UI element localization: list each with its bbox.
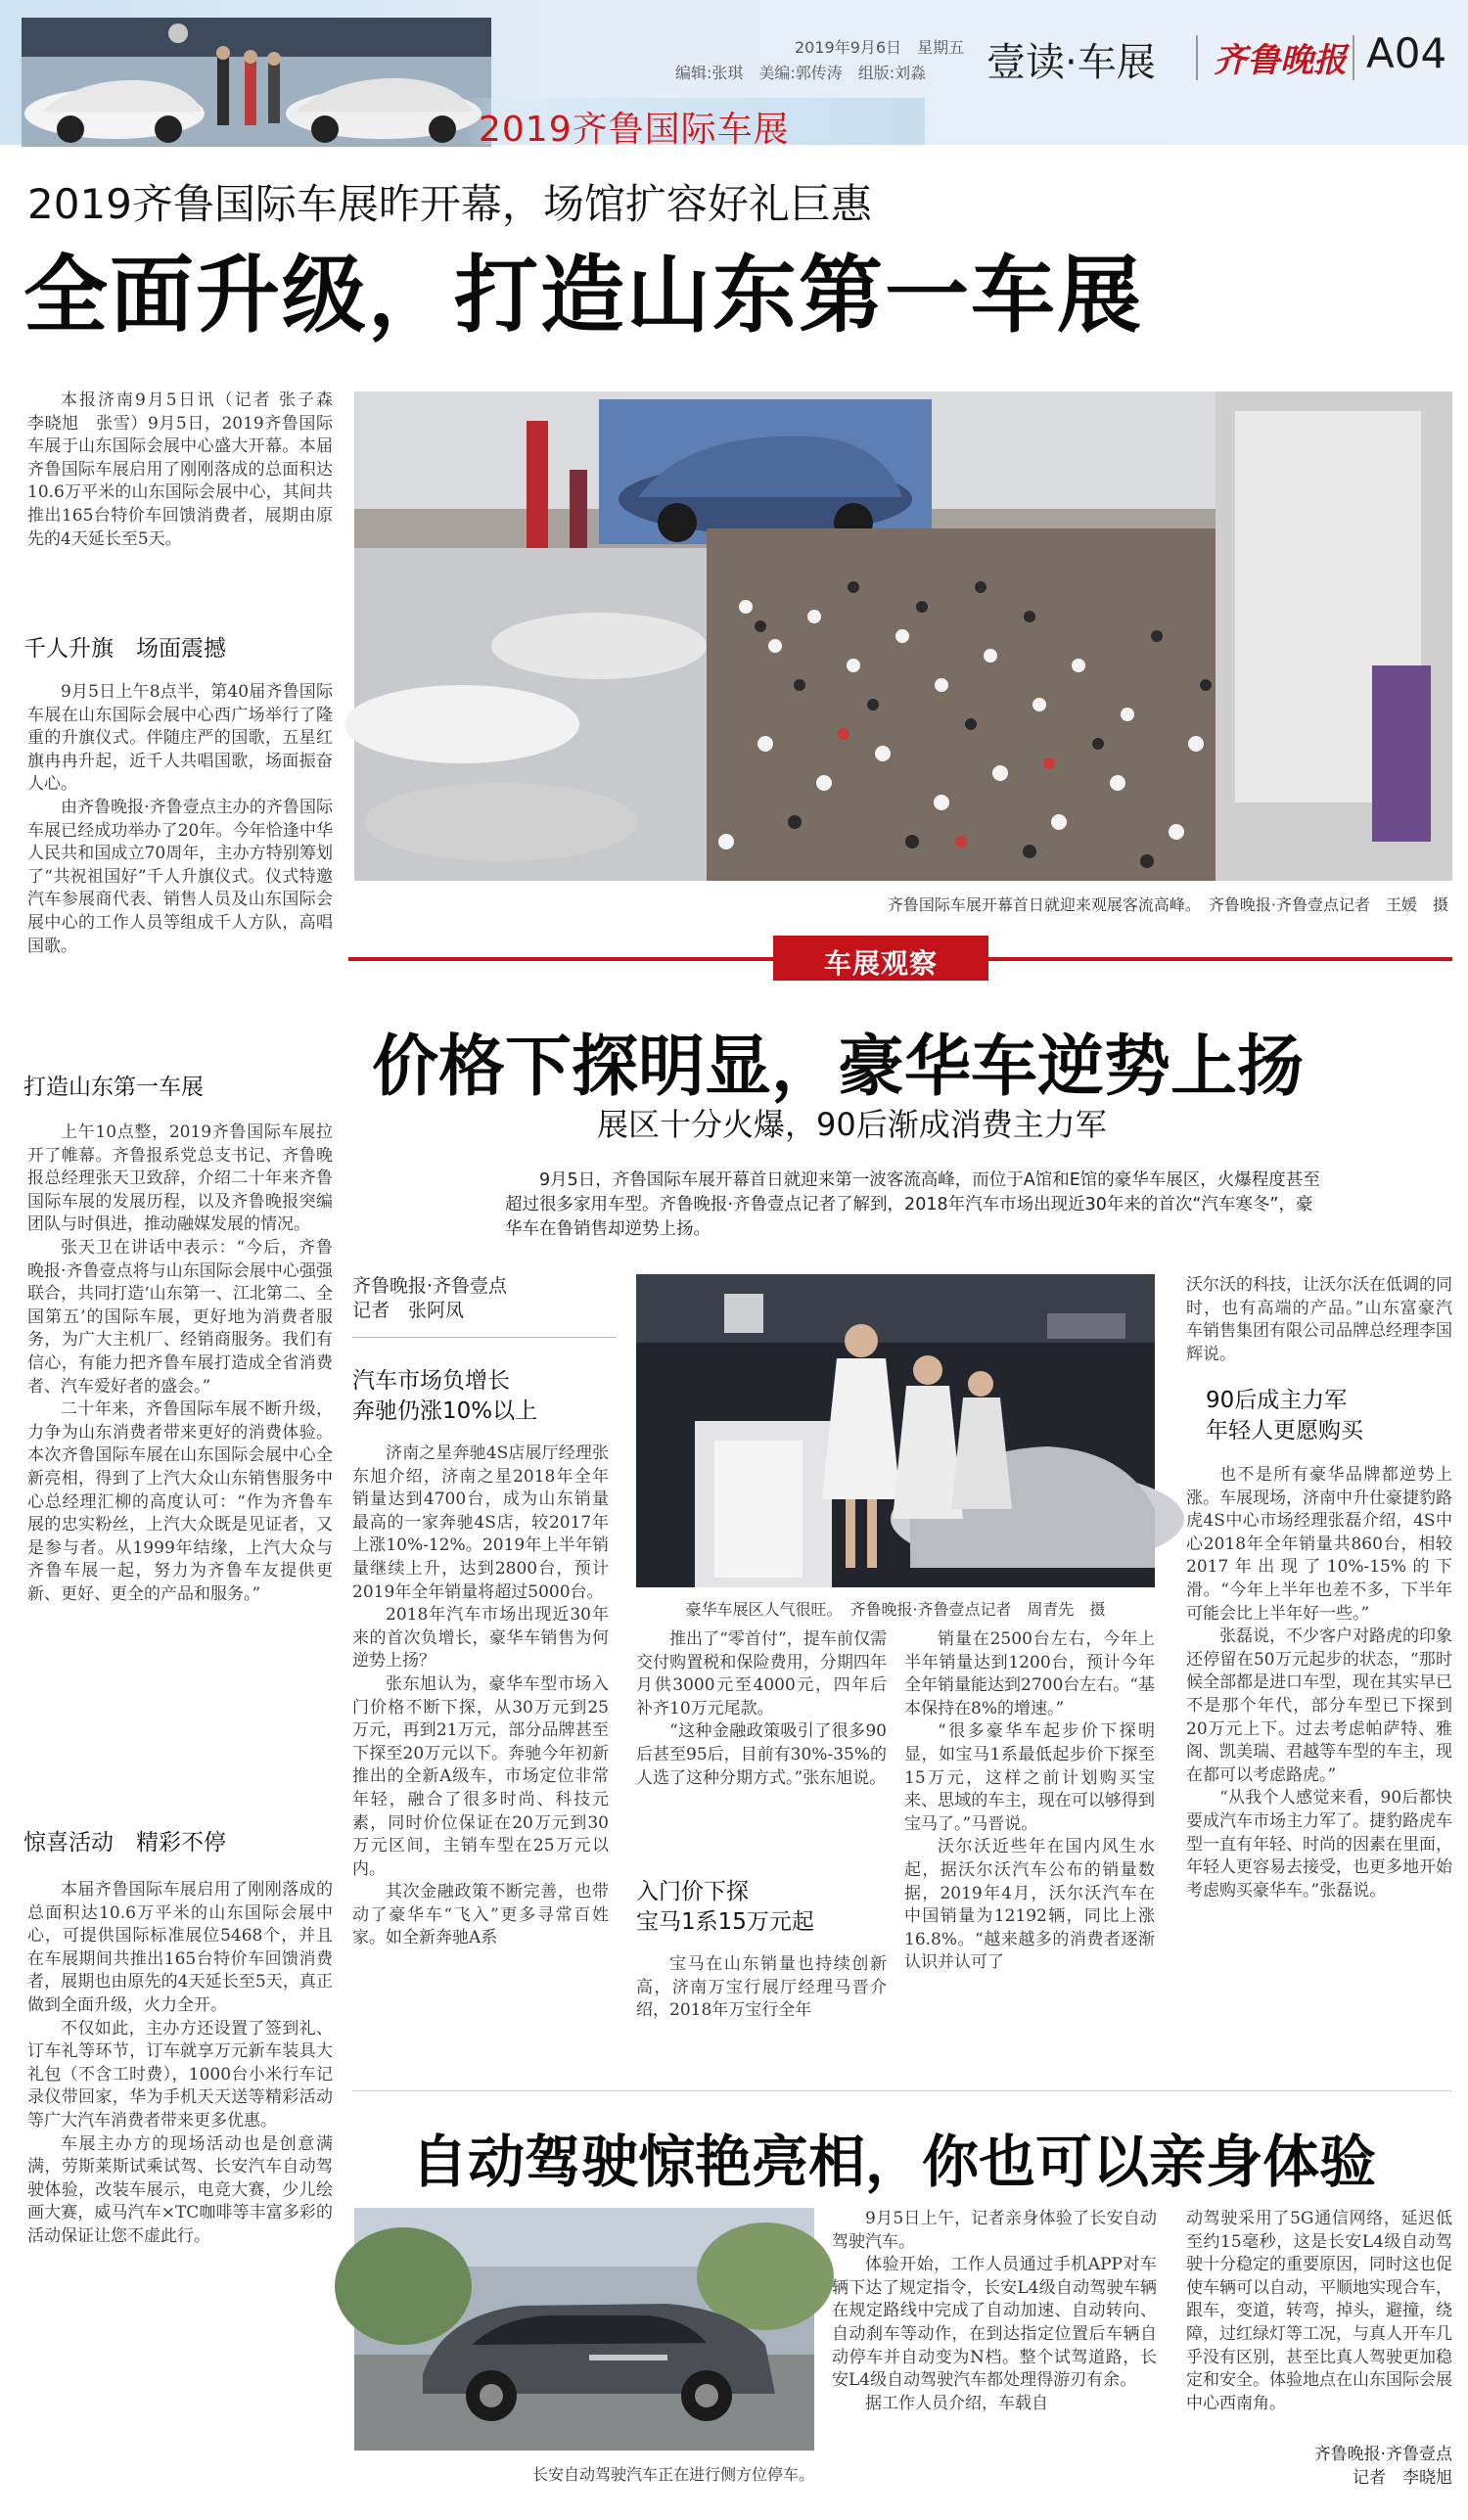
lead-subhead-show: 打造山东第一车展 bbox=[23, 1075, 204, 1100]
observation-intro: 9月5日，齐鲁国际车展开幕首日就迎来第一波客流高峰，而位于A馆和E馆的豪华车展区，火爆程度甚至超过很多家用车型。齐鲁晚报·齐鲁壹点记者了解到，2018年汽车市场出现近30年来的首次“汽车寒冬”，豪华车在鲁销售却逆势上扬。 bbox=[505, 1170, 1320, 1239]
autodrive-byline: 齐鲁晚报·齐鲁壹点 记者 李晓旭 bbox=[1313, 2445, 1452, 2488]
header-photo bbox=[22, 18, 491, 147]
paragraph: 也不是所有豪华品牌都逆势上涨。车展现场，济南中升仕豪捷豹路虎4S中心市场经理张磊介绍，4S中心2018年全年销量共860台，相较2017年出现了10%-15%的下滑。“今年上半年也差不多，下半年可能会比上半年好一些。” bbox=[1186, 1465, 1452, 1624]
paragraph: 销量在2500台左右，今年上半年销量达到1200台，预计今年全年销量能达到2700台左右。“基本保持在8%的增速。” bbox=[904, 1629, 1155, 1718]
autodrive-column-1 bbox=[832, 2208, 1157, 2501]
paragraph: 9月5日上午，记者亲身体验了长安自动驾驶汽车。 bbox=[832, 2209, 1157, 2252]
section-banner-text: 2019齐鲁国际车展 bbox=[479, 110, 790, 150]
autodrive-column-2 bbox=[1186, 2208, 1452, 2425]
observation-subhead-bmw: 入门价下探 宝马1系15万元起 bbox=[636, 1879, 814, 1935]
observation-column-1 bbox=[352, 1443, 609, 2059]
paragraph: 动驾驶采用了5G通信网络，延迟低至约15毫秒，这是长安L4级自动驾驶十分稳定的重要原因，同时这也促使车辆可以自动，平顺地实现合车，跟车，变道，转弯，掉头，避撞，绕障，过红绿灯等工况，与真人开车几乎没有区别，甚至比真人驾驶更加稳定和安全。体验地点在山东国际会展中心西南角。 bbox=[1186, 2209, 1452, 2413]
lead-column-3 bbox=[27, 1879, 333, 2496]
paragraph: “从我个人感觉来看，90后都快要成汽车市场主力军了。捷豹路虎车型一直有年轻、时尚的因素在里面，年轻人更容易去接受，也更多地开始考虑购买豪华车。”张磊说。 bbox=[1186, 1788, 1452, 1901]
observation-column-3 bbox=[904, 1628, 1155, 2059]
paragraph: 不仅如此，主办方还设置了签到礼、订车礼等环节，订车就享万元新车装具大礼包（不含工时费），1000台小米行车记录仪带回家，华为手机天天送等精彩活动等广大汽车消费者带来更多优惠。 bbox=[27, 2018, 333, 2131]
paragraph: 上午10点整，2019齐鲁国际车展拉开了帷幕。齐鲁报系党总支书记、齐鲁晚报总经理张天卫致辞，介绍二十年来齐鲁国际车展的发展历程，以及齐鲁晚报突编团队与时俱进，推动融媒发展的情况。 bbox=[27, 1123, 333, 1235]
autodrive-suv-photo bbox=[354, 2208, 814, 2451]
page-number: A04 bbox=[1366, 29, 1447, 77]
observation-byline: 齐鲁晚报·齐鲁壹点 记者 张阿凤 bbox=[352, 1275, 508, 1321]
paragraph: 二十年来，齐鲁国际车展不断升级，力争为山东消费者带来更好的消费体验。本次齐鲁国际车展在山东国际会展中心全新亮相，得到了上汽大众山东销售服务中心总经理汇柳的高度认可：“作为齐鲁车展的忠实粉丝，上汽大众既是见证者，又是参与者。从1999年结缘，上汽大众与齐鲁车展一起，努力为齐鲁车友提供更新、更好、更全的产品和服务。” bbox=[27, 1399, 333, 1604]
paragraph: 济南之星奔驰4S店展厅经理张东旭介绍，济南之星2018年全年销量达到4700台，成为山东销量最高的一家奔驰4S店，较2017年上涨10%-12%。2019年上半年销量继续上升，达到2800台，预计2019年全年销量将超过5000台。 bbox=[352, 1443, 609, 1602]
paragraph: 2018年汽车市场出现近30年来的首次负增长，豪华车销售为何逆势上扬？ bbox=[352, 1605, 609, 1672]
paragraph: 本届齐鲁国际车展启用了刚刚落成的总面积达10.6万平米的山东国际会展中心，可提供国际标准展位5468个，并且在车展期间共推出165台特价车回馈消费者，展期也由原先的4天延长至5天，真正做到全面升级，火力全开。 bbox=[27, 1880, 333, 2015]
lead-subhead-flag: 千人升旗 场面震撼 bbox=[23, 636, 226, 662]
section-title: 壹读·车展 bbox=[986, 40, 1156, 85]
observation-column-2b bbox=[636, 1953, 887, 2061]
observation-tag-text: 车展观察 bbox=[823, 947, 938, 980]
paragraph: 由齐鲁晚报·齐鲁壹点主办的齐鲁国际车展已经成功举办了20年。今年恰逢中华人民共和国成立70周年，主办方特别筹划了“共祝祖国好”千人升旗仪式。仪式特邀汽车参展商代表、销售人员及山东国际会展中心的工作人员等组成千人方队，高唱国歌。 bbox=[27, 797, 333, 956]
observation-tag bbox=[773, 936, 988, 981]
observation-column-2 bbox=[636, 1628, 887, 1861]
paragraph: 车展主办方的现场活动也是创意满满，劳斯莱斯试乘试驾、长安汽车自动驾驶体验，改装车展示，电竞大赛，少儿绘画大赛，威马汽车×TC咖啡等丰富多彩的活动保证让您不虚此行。 bbox=[27, 2133, 333, 2246]
paragraph: 体验开始，工作人员通过手机APP对车辆下达了规定指令，长安L4级自动驾驶车辆在规定路线中完成了自动加速、自动转向、自动刹车等动作，在到达指定位置后车辆自动停车并自动变为N档。整个试驾道路，长安L4级自动驾驶汽车都处理得游刃有余。 bbox=[832, 2255, 1157, 2391]
expo-hall-photo bbox=[354, 391, 1452, 881]
lead-column-1 bbox=[27, 681, 333, 1053]
paragraph: 宝马在山东销量也持续创新高，济南万宝行展厅经理马晋介绍，2018年万宝行全年 bbox=[636, 1954, 887, 2021]
lead-subhead-events: 惊喜活动 精彩不停 bbox=[23, 1828, 333, 1859]
paragraph: “这种金融政策吸引了很多90后甚至95后，目前有30%-35%的人选了这种分期方式。”张东旭说。 bbox=[636, 1721, 887, 1788]
observation-subhead-post90s: 90后成主力军 年轻人更愿购买 bbox=[1206, 1388, 1363, 1443]
section-rule bbox=[352, 2090, 1452, 2091]
paragraph: 沃尔沃的科技，让沃尔沃在低调的同时，也有高端的产品。”山东富豪汽车销售集团有限公司品牌总经理李国辉说。 bbox=[1186, 1275, 1452, 1364]
lead-headline: 全面升级，打造山东第一车展 bbox=[23, 247, 1143, 344]
header-divider bbox=[1196, 35, 1198, 80]
expo-hall-caption: 齐鲁国际车展开幕首日就迎来观展客流高峰。 齐鲁晚报·齐鲁壹点记者 王媛 摄 bbox=[887, 895, 1448, 914]
byline-rule bbox=[352, 1337, 617, 1338]
header-divider bbox=[1353, 35, 1354, 80]
section-banner bbox=[465, 98, 925, 150]
observation-column-4 bbox=[1186, 1464, 1452, 2061]
lead-kicker: 2019齐鲁国际车展昨开幕，场馆扩容好礼巨惠 bbox=[27, 180, 872, 228]
autodrive-caption: 长安自动驾驶汽车正在进行侧方位停车。 bbox=[531, 2465, 814, 2484]
editors-credit: 编辑:张琪 美编:郭传涛 组版:刘淼 bbox=[675, 64, 927, 82]
paragraph: 张天卫在讲话中表示：“今后，齐鲁晚报·齐鲁壹点将与山东国际会展中心强强联合，共同打造‘山东第一、江北第二、全国第五’的国际车展，更好地为消费者服务，为广大主机厂、经销商服务。我们有信心，有能力把齐鲁车展打造成全省消费者、汽车爱好者的盛会。” bbox=[27, 1237, 333, 1397]
observation-subheadline: 展区十分火爆，90后渐成消费主力军 bbox=[597, 1106, 1107, 1143]
paragraph: 9月5日上午8点半，第40届齐鲁国际车展在山东国际会展中心西广场举行了隆重的升旗仪式。伴随庄严的国歌，五星红旗冉冉升起，近千人共唱国歌，场面振奋人心。 bbox=[27, 682, 333, 795]
observation-column-4a bbox=[1186, 1274, 1452, 1390]
luxury-zone-caption: 豪华车展区人气很旺。 齐鲁晚报·齐鲁壹点记者 周青先 摄 bbox=[685, 1600, 1106, 1619]
paragraph: “很多豪华车起步价下探明显，如宝马1系最低起步价下探至15万元，这样之前计划购买宝来、思域的车主，现在可以够得到宝马了。”马晋说。 bbox=[904, 1721, 1155, 1834]
paper-logo: 齐鲁晚报 bbox=[1214, 41, 1347, 80]
lead-byline-paragraph: 本报济南9月5日讯（记者 张子森 李晓旭 张雪）9月5日，2019齐鲁国际车展于山东国际会展中心盛大开幕。本届齐鲁国际车展启用了刚刚落成的总面积达10.6万平米的山东国际会展中心，其间共推出165台特价车回馈消费者，展期由原先的4天延长至5天。 bbox=[27, 390, 349, 549]
paragraph: 张东旭认为，豪华车型市场入门价格不断下探，从30万元到25万元，再到21万元，部分品牌甚至下探至20万元以下。奔驰今年初新推出的全新A级车，市场定位非常年轻，融合了很多时尚、科技元素，同时价位保证在20万元到30万元区间，主销车型在25万元以内。 bbox=[352, 1673, 609, 1879]
luxury-zone-photo bbox=[636, 1274, 1155, 1587]
observation-subhead-benz: 汽车市场负增长 奔驰仍涨10%以上 bbox=[352, 1368, 538, 1424]
paragraph: 推出了“零首付”，提车前仅需交付购置税和保险费用，分期四年月供3000元至4000元，四年后补齐10万元尾款。 bbox=[636, 1629, 887, 1718]
issue-date: 2019年9月6日 星期五 bbox=[795, 38, 965, 57]
observation-headline: 价格下探明显，豪华车逆势上扬 bbox=[372, 1029, 1305, 1106]
paragraph: 张磊说，不少客户对路虎的印象还停留在50万元起步的状态，“那时候全部都是进口车型，现在其实早已不是那个年代，部分车型已下探到20万元上下。过去考虑帕萨特、雅阁、凯美瑞、君越等车型的车主，现在都可以考虑路虎。” bbox=[1186, 1627, 1452, 1785]
paragraph: 据工作人员介绍，车载自 bbox=[865, 2393, 1048, 2413]
paragraph: 沃尔沃近些年在国内风生水起，据沃尔沃汽车公布的销量数据，2019年4月，沃尔沃汽车在中国销量为12192辆，同比上涨16.8%。“越来越多的消费者逐渐认识并认可了 bbox=[904, 1837, 1155, 1973]
autodrive-headline: 自动驾驶惊艳亮相，你也可以亲身体验 bbox=[411, 2129, 1377, 2195]
paragraph: 其次金融政策不断完善，也带动了豪华车“飞入”更多寻常百姓家。如全新奔驰A系 bbox=[352, 1882, 609, 1948]
